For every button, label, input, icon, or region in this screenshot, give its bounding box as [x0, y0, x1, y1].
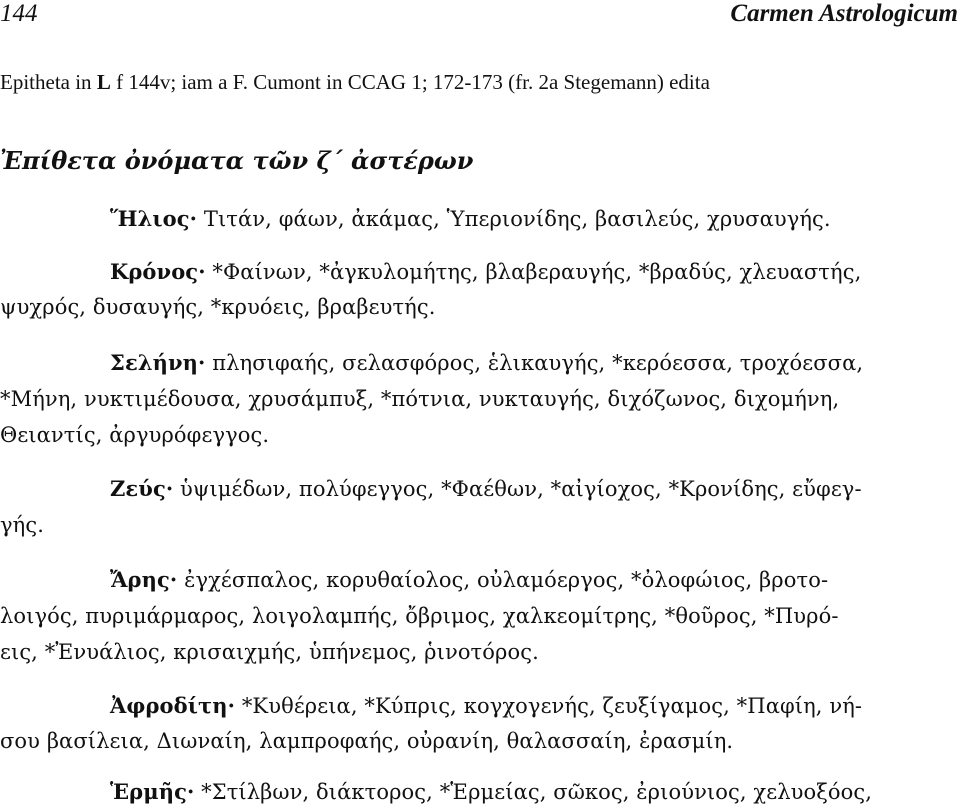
planet-name-aphrodite: Ἀφροδίτη· [110, 693, 236, 718]
running-title: Carmen Astrologicum [730, 0, 958, 27]
planet-name-hermes: Ἑρμῆς· [110, 779, 195, 804]
entry-ares-line-1 [110, 567, 828, 592]
epithets-text: πλησιφαής, σελασφόρος, ἑλικαυγής, *κερόεσσα, τροχόεσσα, [205, 351, 864, 375]
epithets-text: *Στίλβων, διάκτορος, *Ἑρμείας, σῶκος, ἐριούνιος, χελυοξόος, [194, 780, 873, 804]
entry-kronos-line-2: ψυχρός, δυσαυγής, *κρυόεις, βραβευτής. [0, 295, 436, 319]
entry-aphrodite-line-1 [110, 693, 862, 718]
source-note [0, 70, 710, 95]
manuscript-siglum: L [96, 70, 111, 94]
entry-ares-line-2: λοιγός, πυριμάρμαρος, λοιγολαμπής, ὄβριμος, χαλκεομίτρης, *θοῦρος, *Πυρό- [0, 604, 839, 628]
entry-selene-line-3: Θειαντίς, ἀργυρόφεγγος. [0, 423, 270, 447]
entry-hermes-line-1 [110, 779, 872, 804]
source-note-text-1: Epitheta in [0, 70, 97, 94]
page-number: 144 [0, 0, 38, 27]
epithets-text: Τιτάν, φάων, ἀκάμας, Ὑπεριονίδης, βασιλεύς, χρυσαυγής. [197, 207, 831, 231]
entry-zeus-line-1 [110, 476, 862, 501]
epithets-text: *Κυθέρεια, *Κύπρις, κογχογενής, ζευξίγαμος, *Παφίη, νή- [235, 694, 863, 718]
source-note-text-2: f 144v; iam a F. Cumont in CCAG 1; 172-173 (fr. 2a Stegemann) edita [110, 70, 710, 94]
entry-helios-line-1 [110, 206, 831, 231]
entry-aphrodite-line-2: σου βασίλεια, Διωναίη, λαμπροφαής, οὐρανίη, θαλασσαίη, ἐρασμίη. [0, 729, 734, 753]
section-title: Ἐπίθετα ὀνόματα τῶν ζ´ ἀστέρων [0, 146, 474, 175]
entry-selene-line-2: *Μήνη, νυκτιμέδουσα, χρυσάμπυξ, *πότνια, νυκταυγής, διχόζωνος, διχομήνη, [0, 387, 840, 411]
page-header [0, 0, 960, 40]
entry-selene-line-1 [110, 350, 863, 375]
planet-name-helios: Ἥλιος· [110, 206, 198, 231]
entry-ares-line-3: εις, *Ἐνυάλιος, κρισαιχμής, ὑπήνεμος, ῥινοτόρος. [0, 640, 539, 664]
planet-name-selene: Σελήνη· [110, 350, 206, 375]
epithets-text: ὑψιμέδων, πολύφεγγος, *Φαέθων, *αἰγίοχος, *Κρονίδης, εὔφεγ- [173, 477, 862, 501]
epithets-text: *Φαίνων, *ἀγκυλομήτης, βλαβεραυγής, *βραδύς, χλευαστής, [205, 260, 862, 284]
entry-zeus-line-2: γής. [0, 513, 44, 537]
epithets-text: ἐγχέσπαλος, κορυθαίολος, οὐλαμόεργος, *ὀλοφώιος, βροτο- [177, 568, 829, 592]
planet-name-kronos: Κρόνος· [110, 259, 206, 284]
planet-name-ares: Ἄρης· [110, 567, 178, 592]
planet-name-zeus: Ζεύς· [110, 476, 174, 501]
entry-kronos-line-1 [110, 259, 861, 284]
